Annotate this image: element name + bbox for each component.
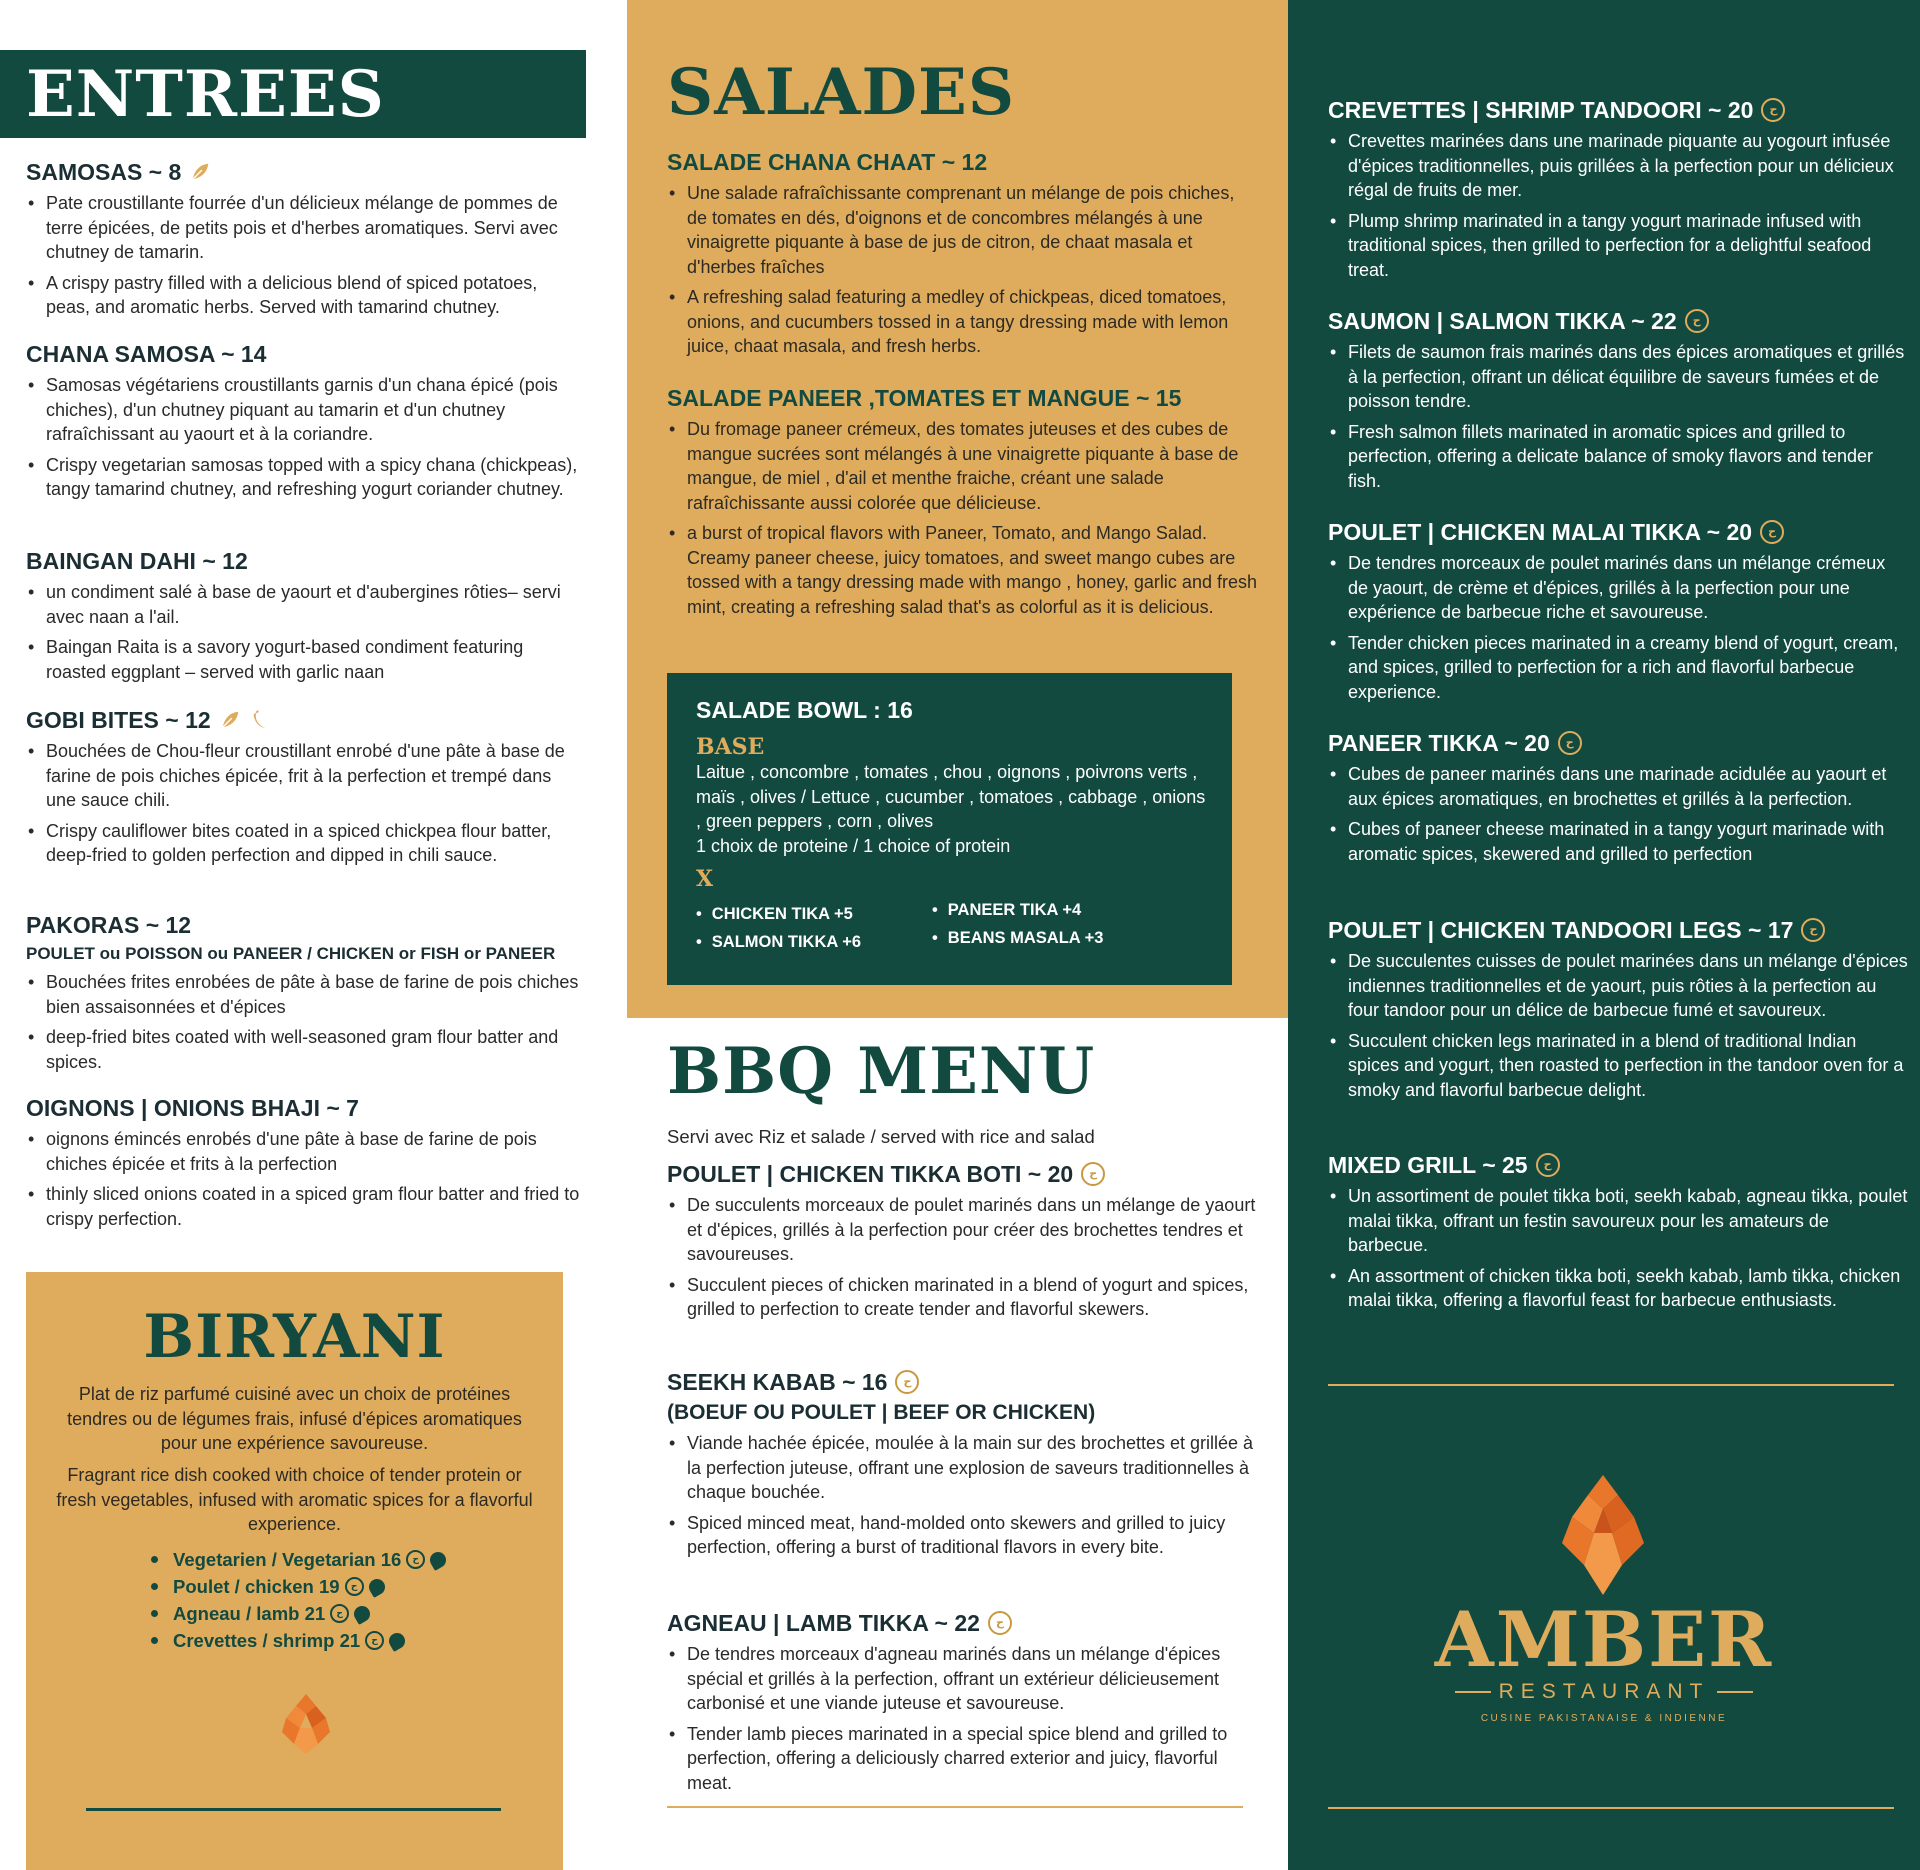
menu-item-gobi-bites [26, 705, 586, 874]
item-description: • Une salade rafraîchissante comprenant un mélange de pois chiches, de tomates en dés, d'oignons et de concombres mélangés à une vinaigrette piquante à base de jus de citron, de chaat masala et d'herbes fraîches • A refreshing salad featuring a medley of chickpeas, diced tomatoes, onions, and cucumbers tossed in a tangy dressing made with lemon juice, chaat masala, and fresh herbs. [667, 181, 1257, 359]
item-description: • un condiment salé à base de yaourt et d'aubergines rôties– servi avec naan a l'ail. • Baingan Raita is a savory yogurt-based condiment featuring roasted eggplant – served with garlic naan [26, 580, 586, 684]
protein-options-left [696, 900, 861, 956]
salades-title: SALADES [667, 55, 1016, 130]
protein-option: • CHICKEN TIKA +5 [696, 900, 861, 928]
protein-option: • SALMON TIKKA +6 [696, 928, 861, 956]
entrees-banner [0, 50, 586, 138]
item-name: BAINGAN DAHI ~ 12 [26, 548, 248, 574]
item-name: SALADE PANEER ,TOMATES ET MANGUE ~ 15 [667, 385, 1182, 411]
item-name: GOBI BITES ~ 12 [26, 707, 211, 733]
protein-note: 1 choix de proteine / 1 choice of protein [696, 835, 1011, 856]
menu-item-shrimp-tandoori [1328, 95, 1908, 288]
menu-item-pakoras [26, 910, 586, 1080]
item-description: • Samosas végétariens croustillants garnis d'un chana épicé (pois chiches), d'un chutney piquant au tamarin et d'un chutney rafraîchissant au yaourt et à la coriandre. • Crispy vegetarian samosas topped with a spicy chana (chickpeas), tangy tamarind chutney, and refreshing yogurt coriander chutney. [26, 373, 586, 502]
right-column [1288, 0, 1920, 1870]
halal-icon: ح [1536, 1153, 1560, 1177]
biryani-description-fr: Plat de riz parfumé cuisiné avec un choix de protéines tendres ou de légumes frais, infusé d'épices aromatiques pour une expérience savoureuse. [67, 1384, 522, 1453]
item-name: POULET | CHICKEN MALAI TIKKA ~ 20 [1328, 519, 1753, 545]
item-description: • Un assortiment de poulet tikka boti, seekh kabab, agneau tikka, poulet malai tikka, offrant un festin savoureux pour les amateurs de barbecue. • An assortment of chicken tikka boti, seekh kabab, lamb tikka, chicken malai tikka, offering a flavorful feast for barbecue enthusiasts. [1328, 1184, 1908, 1313]
amber-flower-logo-icon [278, 1692, 334, 1756]
menu-item-chana-samosa [26, 339, 586, 508]
item-name: SAUMON | SALMON TIKKA ~ 22 [1328, 308, 1677, 334]
menu-item-salade-paneer [667, 383, 1257, 625]
item-name: MIXED GRILL ~ 25 [1328, 1152, 1528, 1178]
divider [1328, 1807, 1894, 1809]
leaf-icon [219, 709, 241, 731]
halal-icon: ح [1081, 1162, 1105, 1186]
item-description: • Du fromage paneer crémeux, des tomates juteuses et des cubes de mangue sucrées sont mélangés à une vinaigrette piquante à base de mangue, de miel , d'ail et menthe fraiche, créant une salade rafraîchissante aussi colorée que délicieuse. • a burst of tropical flavors with Paneer, Tomato, and Mango Salad. Creamy paneer cheese, juicy tomatoes, and sweet mango cubes are tossed with a tangy dressing made with mango , honey, garlic and fresh mint, creating a refreshing salad that's as colorful as it is delicious. [667, 417, 1257, 619]
chili-pepper-icon [249, 709, 271, 731]
item-description: • Crevettes marinées dans une marinade piquante au yogourt infusée d'épices traditionnelles, puis grillées à la perfection pour un délicieux régal de fruits de mer. • Plump shrimp marinated in a tangy yogurt marinade infused with traditional spices, then grilled to perfection for a delightful seafood treat. [1328, 129, 1908, 282]
bbq-menu-title: BBQ MENU [667, 1034, 1096, 1109]
salade-bowl-box [667, 673, 1232, 985]
salade-bowl-title: SALADE BOWL : 16 [696, 697, 913, 723]
x-label: X [696, 866, 714, 892]
biryani-option: Crevettes / shrimp 21 ح [151, 1627, 446, 1654]
halal-icon: ح [406, 1550, 425, 1569]
menu-item-mixed-grill [1328, 1150, 1908, 1319]
brand-cuisine: CUSINE PAKISTANAISE & INDIENNE [1480, 1713, 1728, 1724]
halal-icon: ح [345, 1577, 364, 1596]
halal-icon: ح [1558, 731, 1582, 755]
menu-item-salmon-tikka [1328, 306, 1908, 499]
nut-icon [351, 1603, 373, 1625]
protein-options-right [932, 896, 1103, 952]
biryani-option: Poulet / chicken 19 ح [151, 1573, 446, 1600]
item-description: • Pate croustillante fourrée d'un délicieux mélange de pommes de terre épicées, de petits pois et d'herbes aromatiques. Servi avec chutney de tamarin. • A crispy pastry filled with a delicious blend of spiced potatoes, peas, and aromatic herbs. Served with tamarind chutney. [26, 191, 586, 320]
menu-item-onions-bhaji [26, 1093, 586, 1237]
item-name: CHANA SAMOSA ~ 14 [26, 341, 267, 367]
halal-icon: ح [1760, 520, 1784, 544]
item-description: • Viande hachée épicée, moulée à la main sur des brochettes et grillée à la perfection juteuse, offrant une explosion de saveurs traditionnelles à chaque bouchée. • Spiced minced meat, hand-molded onto skewers and grilled to juicy perfection, offering a burst of traditional flavors in every bite. [667, 1431, 1257, 1560]
halal-icon: ح [1761, 98, 1785, 122]
item-description: • De succulentes cuisses de poulet marinées dans un mélange d'épices indiennes traditionnelles et de yaourt, puis rôties à la perfection au four tandoor pour un délice de barbecue fumé et savoureux. • Succulent chicken legs marinated in a blend of traditional Indian spices and yogurt, then roasted to perfection in the tandoor oven for a smoky and flavorful barbecue delight. [1328, 949, 1908, 1102]
item-name: PANEER TIKKA ~ 20 [1328, 730, 1550, 756]
biryani-description-en: Fragrant rice dish cooked with choice of tender protein or fresh vegetables, infused with aromatic spices for a flavorful experience. [56, 1465, 533, 1534]
halal-icon: ح [1801, 918, 1825, 942]
item-description: • oignons émincés enrobés d'une pâte à base de farine de pois chiches épicée et frits à la perfection • thinly sliced onions coated in a spiced gram flour batter and fried to crispy perfection. [26, 1127, 586, 1231]
menu-item-chicken-tandoori-legs [1328, 915, 1908, 1108]
left-column [0, 0, 627, 1870]
middle-column [627, 0, 1288, 1870]
item-name: POULET | CHICKEN TANDOORI LEGS ~ 17 [1328, 917, 1794, 943]
item-options: (BOEUF OU POULET | BEEF OR CHICKEN) [667, 1401, 1096, 1424]
item-description: • Bouchées frites enrobées de pâte à base de farine de pois chiches bien assaisonnées et d'épices • deep-fried bites coated with well-seasoned gram flour batter and spices. [26, 970, 586, 1074]
halal-icon: ح [895, 1370, 919, 1394]
menu-item-lamb-tikka [667, 1608, 1257, 1801]
brand-name: AMBER [1434, 1595, 1774, 1684]
item-name: SALADE CHANA CHAAT ~ 12 [667, 149, 988, 175]
menu-item-chicken-malai-tikka [1328, 517, 1908, 710]
menu-item-chicken-tikka-boti [667, 1159, 1257, 1328]
brand-tagline: RESTAURANT [1288, 1680, 1920, 1704]
nut-icon [427, 1549, 449, 1571]
item-name: CREVETTES | SHRIMP TANDOORI ~ 20 [1328, 97, 1754, 123]
divider [86, 1808, 501, 1811]
base-label: BASE [696, 734, 765, 760]
item-name: OIGNONS | ONIONS BHAJI ~ 7 [26, 1095, 359, 1121]
item-description: • De tendres morceaux de poulet marinés dans un mélange crémeux de yaourt, de crème et d'épices, grillés à la perfection pour une expérience de barbecue riche et savoureuse. • Tender chicken pieces marinated in a creamy blend of yogurt, cream, and spices, grilled to perfection for a rich and flavorful barbecue experience. [1328, 551, 1908, 704]
halal-icon: ح [330, 1604, 349, 1623]
nut-icon [366, 1576, 388, 1598]
biryani-title: BIRYANI [143, 1302, 446, 1372]
divider [1328, 1384, 1894, 1386]
item-name: SAMOSAS ~ 8 [26, 159, 182, 185]
menu-item-paneer-tikka [1328, 728, 1908, 872]
item-name: AGNEAU | LAMB TIKKA ~ 22 [667, 1610, 980, 1636]
entrees-title: ENTREES [26, 57, 385, 132]
item-description: • Bouchées de Chou-fleur croustillant enrobé d'une pâte à base de farine de pois chiches épicée, frit à la perfection et trempé dans une sauce chili. • Crispy cauliflower bites coated in a spiced chickpea flour batter, deep-fried to golden perfection and dipped in chili sauce. [26, 739, 586, 868]
biryani-option: Vegetarien / Vegetarian 16 ح [151, 1546, 446, 1573]
item-description: • Cubes de paneer marinés dans une marinade acidulée au yaourt et aux épices aromatiques, en brochettes et grillés à la perfection. • Cubes of paneer cheese marinated in a tangy yogurt marinade with aromatic spices, skewered and grilled to perfection [1328, 762, 1908, 866]
biryani-options [151, 1546, 446, 1654]
biryani-section [26, 1272, 563, 1870]
item-description: • Filets de saumon frais marinés dans des épices aromatiques et grillés à la perfection, offrant un délicat équilibre de saveurs fumées et de poisson tendre. • Fresh salmon fillets marinated in aromatic spices and grilled to perfection, offering a delicate balance of smoky flavors and tender fish. [1328, 340, 1908, 493]
menu-item-salade-chana-chaat [667, 147, 1257, 365]
item-name: SEEKH KABAB ~ 16 [667, 1369, 888, 1395]
item-name: POULET | CHICKEN TIKKA BOTI ~ 20 [667, 1161, 1074, 1187]
halal-icon: ح [988, 1611, 1012, 1635]
item-name: PAKORAS ~ 12 [26, 912, 192, 938]
protein-option: • PANEER TIKA +4 [932, 896, 1103, 924]
menu-item-seekh-kabab [667, 1367, 1257, 1566]
item-description: • De succulents morceaux de poulet marinés dans un mélange de yaourt et d'épices, grillés à la perfection pour créer des brochettes tendres et savoureuses. • Succulent pieces of chicken marinated in a blend of yogurt and spices, grilled to perfection to create tender and flavorful skewers. [667, 1193, 1257, 1322]
halal-icon: ح [1685, 309, 1709, 333]
base-ingredients: Laitue , concombre , tomates , chou , oignons , poivrons verts , maïs , olives / Lettuce , cucumber , tomatoes , cabbage , onions , green peppers , corn , olives 1 choix de proteine / 1 choice of protein [696, 760, 1206, 858]
item-options: POULET ou POISSON ou PANEER / CHICKEN or FISH or PANEER [26, 944, 556, 963]
leaf-icon [189, 161, 211, 183]
bbq-subtitle: Servi avec Riz et salade / served with rice and salad [667, 1126, 1095, 1147]
nut-icon [386, 1630, 408, 1652]
amber-flower-logo-icon [1558, 1473, 1648, 1601]
menu-item-baingan-dahi [26, 546, 586, 690]
salades-section [627, 0, 1288, 1018]
biryani-option: Agneau / lamb 21 ح [151, 1600, 446, 1627]
item-description: • De tendres morceaux d'agneau marinés dans un mélange d'épices spécial et grillés à la perfection, offrant un extérieur délicieusement carbonisé et une viande juteuse et savoureuse. • Tender lamb pieces marinated in a special spice blend and grilled to perfection, offering a deliciously charred exterior and juicy, flavorful meat. [667, 1642, 1257, 1795]
menu-item-samosas [26, 157, 586, 326]
halal-icon: ح [365, 1631, 384, 1650]
divider [667, 1806, 1243, 1808]
protein-option: • BEANS MASALA +3 [932, 924, 1103, 952]
